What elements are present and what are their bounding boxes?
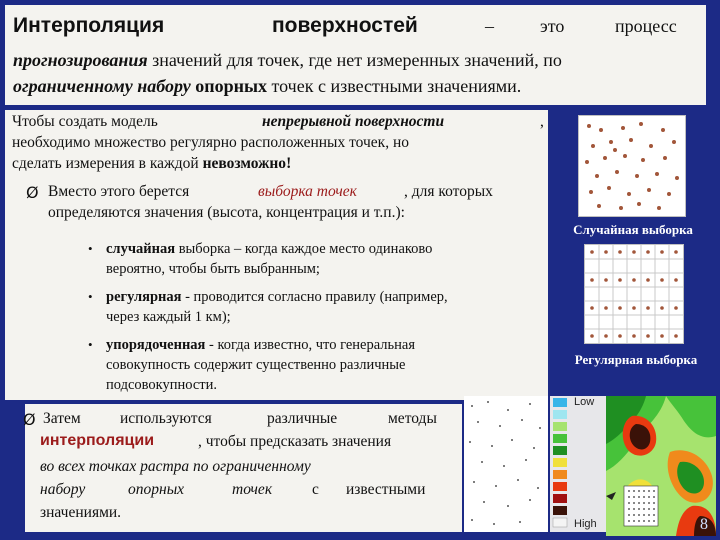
title-line-3 [13, 76, 521, 97]
title-word-interpolation: Интерполяция [13, 14, 165, 37]
point2-l4-c: точек [232, 481, 273, 498]
title-line-2-rest: значений для точек, где нет измеренных значений, по [147, 50, 562, 70]
point2-l4-b: опорных [128, 481, 185, 498]
bullet-dot-1: • [88, 241, 93, 256]
point1-term-sample: выборка точек [258, 183, 357, 200]
para1-line1-a: Чтобы создать модель [12, 113, 158, 130]
point1-line1-a: Вместо этого берется [48, 183, 190, 200]
point2-word-methods: методы [388, 410, 437, 427]
legend-high-label: High [574, 518, 597, 530]
title-term-reference: опорных [190, 76, 268, 96]
bullet-1-line1 [106, 241, 432, 258]
regular-sample-image [584, 244, 684, 344]
title-word-surfaces: поверхностей [272, 14, 418, 37]
para1-term-continuous-surface: непрерывной поверхности [262, 113, 445, 130]
title-line-2 [13, 50, 562, 71]
para1-term-impossible: невозможно [202, 155, 287, 172]
regular-sample-caption: Регулярная выборка [574, 352, 698, 367]
slide-number: 8 [700, 516, 708, 533]
title-term-forecasting: прогнозирования [13, 50, 148, 70]
interpolated-surface-map [606, 396, 716, 536]
point2-l4-a: набору [40, 481, 86, 498]
point2-term-interpolation: интерполяции [40, 432, 155, 449]
para1-line2: необходимо множество регулярно расположенных точек, но [12, 134, 409, 151]
point2-l4-d: с [312, 481, 319, 498]
point1-arrow-icon: Ø [26, 183, 39, 202]
point1-line1 [48, 183, 189, 201]
legend-low-label: Low [574, 396, 595, 408]
random-sample-caption: Случайная выборка [573, 222, 693, 237]
surface-map-graphic [606, 396, 716, 536]
para1-exclamation: ! [286, 155, 292, 172]
title-line-3-rest: точек с известными значениями. [267, 76, 522, 96]
legend-panel [550, 396, 606, 532]
point1-line2: определяются значения (высота, концентрация и т.п.): [48, 204, 405, 221]
point2-arrow-icon: Ø [23, 410, 36, 429]
para1-comma: , [540, 113, 544, 130]
bullet-2-term: регулярная [106, 289, 182, 305]
title-dash: – [485, 16, 494, 36]
bullet-3-term: упорядоченная [106, 337, 206, 353]
bullet-2-line1 [106, 289, 448, 306]
scattered-points-image [464, 396, 548, 532]
scattered-points [464, 396, 548, 532]
regular-sample-grid [585, 245, 683, 343]
bullet-3-line1 [106, 337, 415, 354]
point2-line2-rest: , чтобы предсказать значения [198, 433, 392, 450]
legend-swatches [550, 396, 606, 532]
para1-line3 [12, 155, 291, 173]
bullet-2-rest: - проводится согласно правилу (например, [181, 289, 448, 305]
bullet-2-line2: через каждый 1 км); [106, 309, 231, 325]
title-word-this: это [540, 16, 565, 36]
bullet-dot-2: • [88, 289, 93, 304]
random-sample-points [579, 116, 685, 216]
bullet-3-rest: - когда известно, что генеральная [205, 337, 415, 353]
para1-line3-a: сделать измерения в каждой [12, 155, 199, 172]
point1-line1-c: , для которых [404, 183, 493, 200]
point2-line5: значениями. [40, 504, 122, 521]
bullet-1-line2: вероятно, чтобы быть выбранным; [106, 261, 320, 277]
para1-line1 [12, 113, 158, 131]
bullet-3-line3: подсовокупности. [106, 377, 218, 393]
point2-word-used: используются [120, 410, 212, 427]
title-term-limited-set: ограниченному набору [13, 76, 191, 96]
bullet-3-line2: совокупность содержит существенно различные [106, 357, 406, 373]
bullet-1-rest: выборка – когда каждое место одинаково [175, 241, 433, 257]
bullet-1-term: случайная [106, 241, 176, 257]
random-sample-image [578, 115, 686, 217]
bullet-dot-3: • [88, 337, 93, 352]
point2-word-then: Затем [43, 410, 81, 427]
point2-word-various: различные [267, 410, 338, 427]
point2-l4-e: известными [346, 481, 426, 498]
point2-line3: во всех точках растра по ограниченному [40, 458, 311, 475]
title-word-process: процесс [615, 16, 677, 36]
